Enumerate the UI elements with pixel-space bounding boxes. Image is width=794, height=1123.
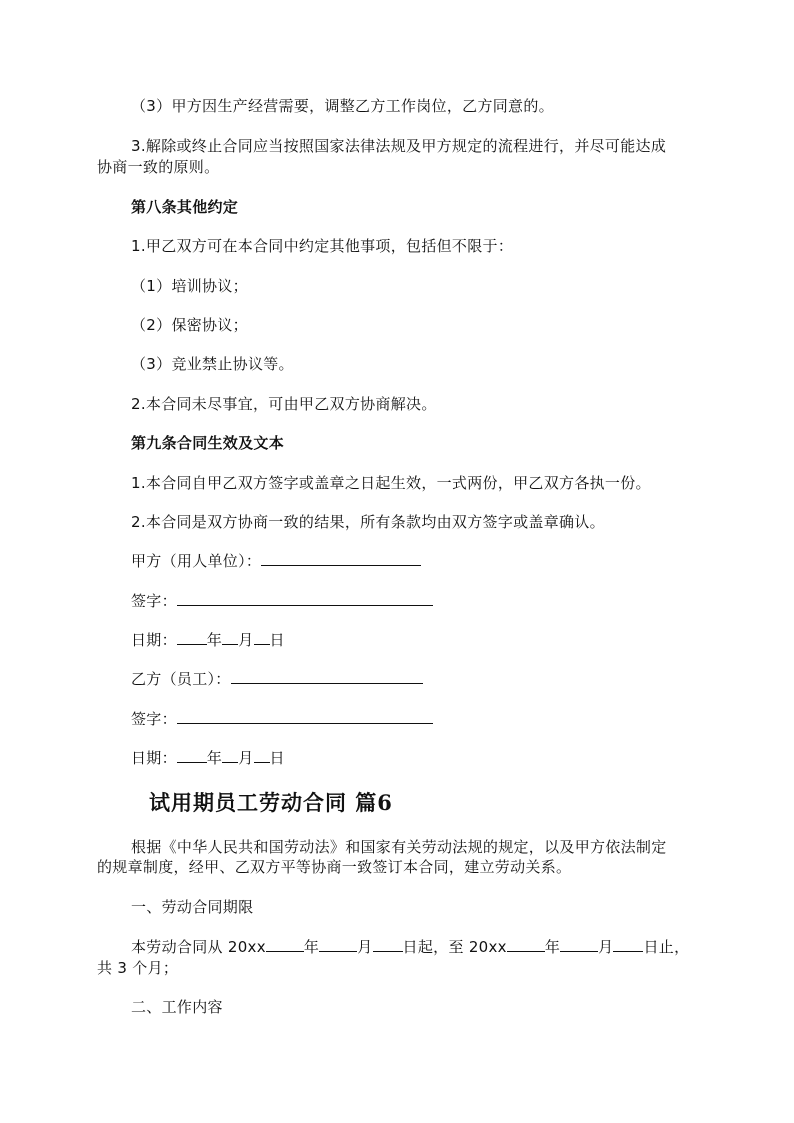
term-start-year-blank[interactable] bbox=[266, 937, 304, 952]
article-8-para-1: 1.甲乙双方可在本合同中约定其他事项，包括但不限于： bbox=[131, 237, 514, 255]
party-b-year-blank[interactable] bbox=[177, 748, 207, 763]
contract-6-term-line bbox=[131, 937, 689, 957]
party-a-blank[interactable] bbox=[261, 551, 421, 566]
month-label: 月 bbox=[238, 749, 254, 767]
article-8-para-2: 2.本合同未尽事宜，可由甲乙双方协商解决。 bbox=[131, 395, 437, 413]
contract-6-title: 试用期员工劳动合同 篇6 bbox=[149, 790, 393, 815]
term-prefix: 本劳动合同从 20xx bbox=[131, 938, 266, 956]
clause-7-para-3-line-1: 3.解除或终止合同应当按照国家法律法规及甲方规定的流程进行，并尽可能达成 bbox=[131, 137, 667, 155]
year-label: 年 bbox=[303, 938, 320, 956]
party-b-month-blank[interactable] bbox=[222, 748, 238, 763]
clause-7-item-3: （3）甲方因生产经营需要，调整乙方工作岗位，乙方同意的。 bbox=[131, 97, 554, 115]
article-8-item-3: （3）竞业禁止协议等。 bbox=[131, 355, 294, 373]
party-b-blank[interactable] bbox=[231, 669, 423, 684]
party-b-date-line bbox=[131, 748, 285, 768]
party-b-sign-line bbox=[131, 709, 433, 729]
party-a-sign-line bbox=[131, 591, 433, 611]
contract-6-section-1: 一、劳动合同期限 bbox=[131, 898, 254, 916]
contract-6-intro-line-2: 的规章制度，经甲、乙双方平等协商一致签订本合同，建立劳动关系。 bbox=[97, 858, 572, 876]
day-label: 日 bbox=[269, 749, 285, 767]
month-label: 月 bbox=[598, 938, 614, 956]
party-b-label: 乙方（员工）： bbox=[131, 670, 231, 688]
year-label: 年 bbox=[544, 938, 561, 956]
party-a-year-blank[interactable] bbox=[177, 630, 207, 645]
month-label: 月 bbox=[357, 938, 373, 956]
party-b-day-blank[interactable] bbox=[254, 748, 270, 763]
year-label: 年 bbox=[206, 631, 223, 649]
article-8-heading: 第八条其他约定 bbox=[131, 198, 239, 216]
term-to-label: 日止， bbox=[643, 938, 690, 956]
party-a-line bbox=[131, 551, 421, 571]
contract-6-intro-line-1: 根据《中华人民共和国劳动法》和国家有关劳动法规的规定，以及甲方依法制定 bbox=[131, 838, 667, 856]
term-end-year-blank[interactable] bbox=[507, 937, 545, 952]
party-a-day-blank[interactable] bbox=[254, 630, 270, 645]
party-b-line bbox=[131, 669, 423, 689]
party-b-sign-blank[interactable] bbox=[177, 709, 433, 724]
term-from-label: 日起，至 20xx bbox=[402, 938, 507, 956]
party-a-label: 甲方（用人单位）： bbox=[131, 552, 262, 570]
sign-label: 签字： bbox=[131, 710, 177, 728]
month-label: 月 bbox=[238, 631, 254, 649]
day-label: 日 bbox=[269, 631, 285, 649]
term-end-month-blank[interactable] bbox=[560, 937, 598, 952]
date-label: 日期： bbox=[131, 749, 177, 767]
article-9-para-1: 1.本合同自甲乙双方签字或盖章之日起生效，一式两份，甲乙双方各执一份。 bbox=[131, 474, 651, 492]
party-a-sign-blank[interactable] bbox=[177, 591, 433, 606]
article-9-heading: 第九条合同生效及文本 bbox=[131, 434, 285, 452]
term-end-day-blank[interactable] bbox=[613, 937, 643, 952]
sign-label: 签字： bbox=[131, 592, 177, 610]
contract-6-term-line-2: 共 3 个月； bbox=[97, 959, 179, 977]
term-start-day-blank[interactable] bbox=[373, 937, 403, 952]
article-9-para-2: 2.本合同是双方协商一致的结果，所有条款均由双方签字或盖章确认。 bbox=[131, 513, 605, 531]
term-start-month-blank[interactable] bbox=[319, 937, 357, 952]
contract-6-section-2: 二、工作内容 bbox=[131, 998, 223, 1016]
party-a-month-blank[interactable] bbox=[222, 630, 238, 645]
article-8-item-1: （1）培训协议； bbox=[131, 277, 248, 295]
date-label: 日期： bbox=[131, 631, 177, 649]
party-a-date-line bbox=[131, 630, 285, 650]
clause-7-para-3-line-2: 协商一致的原则。 bbox=[97, 158, 220, 176]
article-8-item-2: （2）保密协议； bbox=[131, 316, 248, 334]
year-label: 年 bbox=[206, 749, 223, 767]
